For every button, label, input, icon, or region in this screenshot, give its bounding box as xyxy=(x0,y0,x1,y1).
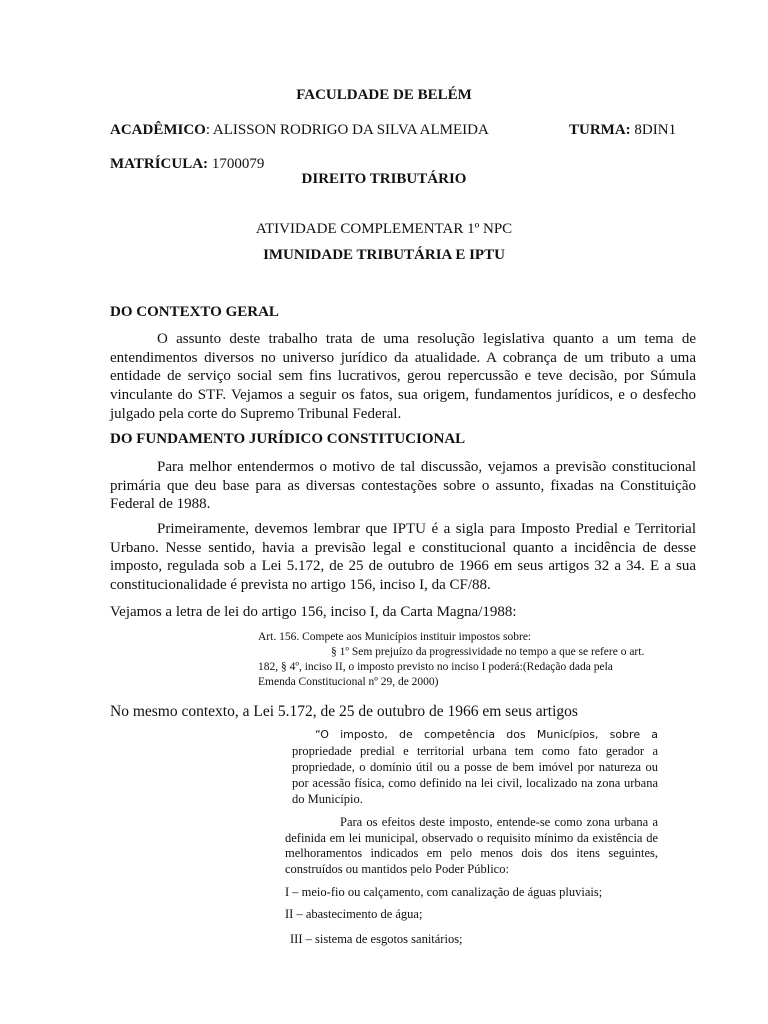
art156-line-1: Art. 156. Compete aos Municípios instituir impostos sobre: xyxy=(258,631,532,643)
art156-line-3: 182, § 4º, inciso II, o imposto previsto no inciso I poderá:(Redação dada pela xyxy=(258,661,613,673)
class-value: 8DIN1 xyxy=(630,122,677,138)
registration-value: 1700079 xyxy=(208,156,265,172)
class-label: TURMA: xyxy=(569,122,631,138)
student-line xyxy=(110,121,489,139)
law-item-3: III – sistema de esgotos sanitários; xyxy=(290,932,463,946)
foundation-paragraph-1: Para melhor entendermos o motivo de tal discussão, vejamos a previsão constitucional primária que deu base para as diversas contestações sobre o assunto, fixadas na Constituição Federal de 1988. xyxy=(110,459,696,513)
foundation-paragraph-3: Vejamos a letra de lei do artigo 156, inciso I, da Carta Magna/1988: xyxy=(110,604,517,620)
law-quote-first-line: “O imposto, de competência dos Municípios, sobre a xyxy=(315,728,658,741)
law-item-1: I – meio-fio ou calçamento, com canalização de águas pluviais; xyxy=(285,885,603,899)
foundation-paragraph-2: Primeiramente, devemos lembrar que IPTU é a sigla para Imposto Predial e Territorial Urbano. Nesse sentido, havia a previsão legal e constitucional quanto a incidência de desse imposto, regulada sob a Lei 5.172, de 25 de outubro de 1966 em seus artigos 32 a 34. E a sua constitucionalidade é prevista no artigo 156, inciso I, da CF/88. xyxy=(110,521,696,594)
art156-line-2: § 1º Sem prejuízo da progressividade no tempo a que se refere o art. xyxy=(331,646,645,658)
law-quote-1 xyxy=(292,727,658,807)
student-label: ACADÊMICO xyxy=(110,122,206,138)
context-heading: DO CONTEXTO GERAL xyxy=(110,304,279,320)
law-quote-rest: propriedade predial e territorial urbana tem como fato gerador a propriedade, o domínio útil ou a posse de bem imóvel por natureza ou por acessão física, como definido na lei civil, localizado na zona urbana do Município. xyxy=(292,744,658,806)
law-quote-2: Para os efeitos deste imposto, entende-se como zona urbana a definida em lei municipal, observado o requisito mínimo da existência de melhoramentos indicados em pelo menos dois dos itens seguintes, construídos ou mantidos pelo Poder Público: xyxy=(285,815,658,876)
subject-title: DIREITO TRIBUTÁRIO xyxy=(301,171,467,187)
art156-line-4: Emenda Constitucional nº 29, de 2000) xyxy=(258,676,439,688)
class-line xyxy=(569,121,676,139)
context-paragraph: O assunto deste trabalho trata de uma resolução legislativa quanto a um tema de entendimentos diversos no universo jurídico da atualidade. A cobrança de um tributo a uma entidade de serviço social sem fins lucrativos, gerou repercussão e teve decisão, por Súmula vinculante do STF. Vejamos a seguir os fatos, sua origem, fundamentos jurídicos, e o desfecho julgado pela corte do Supremo Tribunal Federal. xyxy=(110,331,696,422)
activity-title: ATIVIDADE COMPLEMENTAR 1º NPC xyxy=(255,221,513,237)
topic-title: IMUNIDADE TRIBUTÁRIA E IPTU xyxy=(263,247,505,263)
law-intro: No mesmo contexto, a Lei 5.172, de 25 de outubro de 1966 em seus artigos xyxy=(110,703,578,720)
foundation-heading: DO FUNDAMENTO JURÍDICO CONSTITUCIONAL xyxy=(110,431,466,447)
institution-title: FACULDADE DE BELÉM xyxy=(296,87,472,103)
registration-label: MATRÍCULA: xyxy=(110,156,209,172)
law-item-2: II – abastecimento de água; xyxy=(285,907,423,921)
student-name: : ALISSON RODRIGO DA SILVA ALMEIDA xyxy=(205,122,489,138)
